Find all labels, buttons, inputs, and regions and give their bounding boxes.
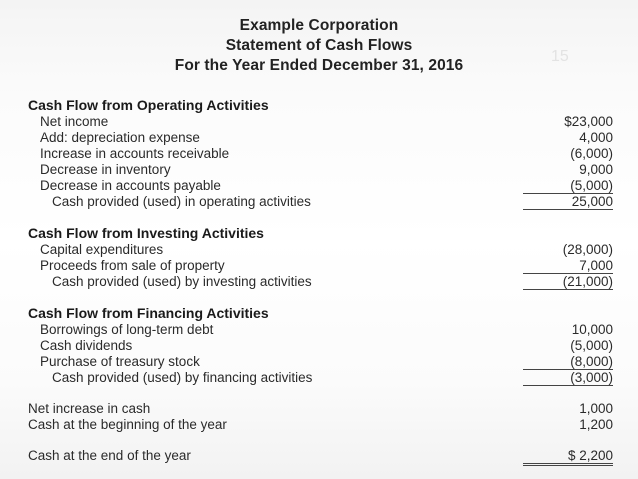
statement-period: For the Year Ended December 31, 2016 <box>174 57 464 74</box>
investing-row-label: Capital expenditures <box>40 242 164 257</box>
financing-subtotal-value: (3,000) <box>523 370 613 386</box>
beginning-cash-value: 1,200 <box>579 417 613 432</box>
operating-row-label: Decrease in accounts payable <box>40 178 221 193</box>
financing-subtotal-label: Cash provided (used) by financing activities <box>52 370 313 385</box>
financing-section-title: Cash Flow from Financing Activities <box>28 305 269 321</box>
financing-row-value: 10,000 <box>571 322 613 337</box>
investing-section-title: Cash Flow from Investing Activities <box>28 225 264 241</box>
financing-row-value: (8,000) <box>523 354 613 370</box>
investing-row-value: (28,000) <box>562 242 613 257</box>
ending-cash-value: $ 2,200 <box>523 448 613 466</box>
financing-row-label: Purchase of treasury stock <box>40 354 200 369</box>
operating-row-label: Net income <box>40 114 109 129</box>
operating-row-label: Add: depreciation expense <box>40 130 200 145</box>
operating-row-value: 4,000 <box>579 130 613 145</box>
net-increase-label: Net increase in cash <box>28 401 151 416</box>
operating-row-value: $23,000 <box>564 114 613 129</box>
statement-title: Statement of Cash Flows <box>225 37 413 54</box>
operating-section-title: Cash Flow from Operating Activities <box>28 97 269 113</box>
operating-subtotal-label: Cash provided (used) in operating activities <box>52 194 311 209</box>
financing-row-value: (5,000) <box>570 338 613 353</box>
financing-row-label: Cash dividends <box>40 338 133 353</box>
investing-row-label: Proceeds from sale of property <box>40 258 225 273</box>
investing-subtotal-label: Cash provided (used) by investing activities <box>52 274 312 289</box>
operating-row-value: 9,000 <box>579 162 613 177</box>
net-increase-value: 1,000 <box>579 401 613 416</box>
investing-subtotal-value: (21,000) <box>523 274 613 290</box>
operating-row-value: (6,000) <box>570 146 613 161</box>
investing-row-value: 7,000 <box>523 258 613 274</box>
operating-row-label: Increase in accounts receivable <box>40 146 230 161</box>
statement-header <box>0 16 638 76</box>
slide-number: 15 <box>551 48 569 65</box>
operating-subtotal-value: 25,000 <box>523 194 613 210</box>
financing-row-label: Borrowings of long-term debt <box>40 322 214 337</box>
operating-row-value: (5,000) <box>523 178 613 194</box>
company-name: Example Corporation <box>239 17 399 34</box>
beginning-cash-label: Cash at the beginning of the year <box>28 417 227 432</box>
operating-row-label: Decrease in inventory <box>40 162 171 177</box>
ending-cash-label: Cash at the end of the year <box>28 448 191 463</box>
